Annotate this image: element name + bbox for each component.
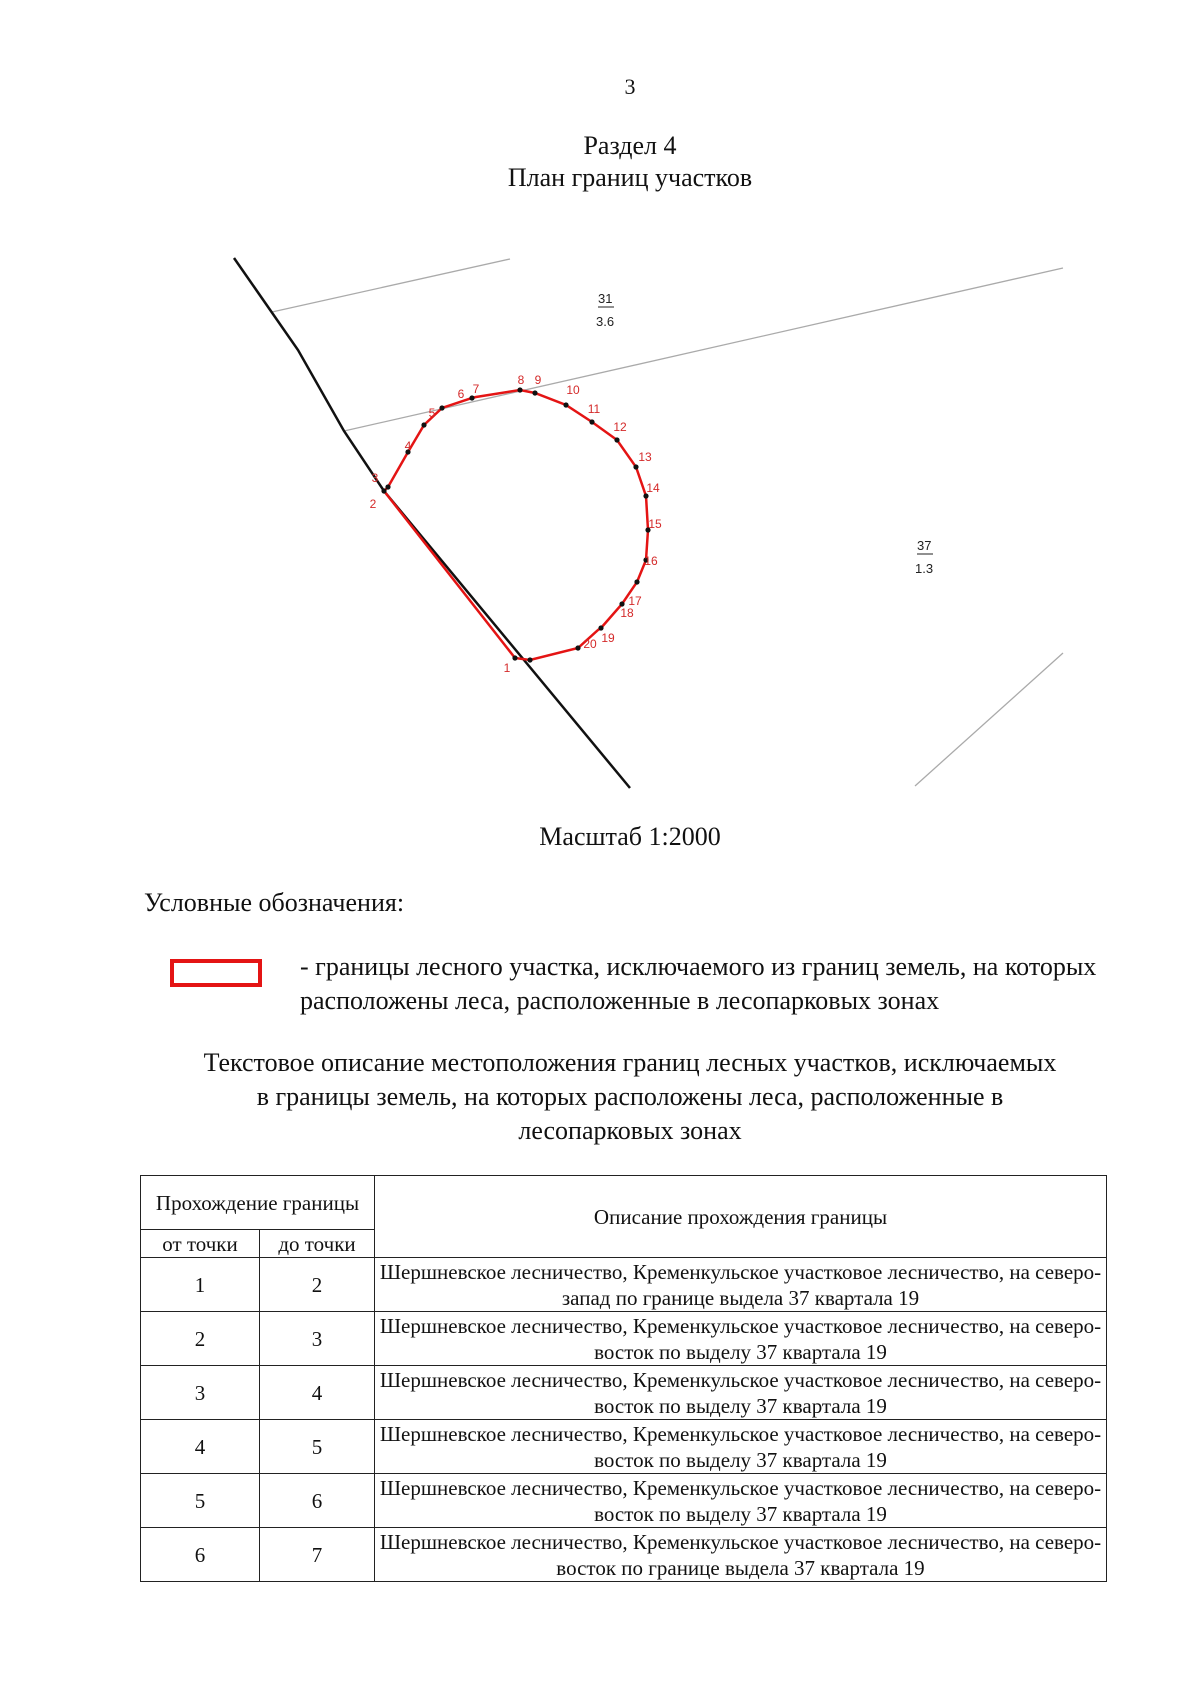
vertex-point [575, 645, 580, 650]
vertex-point [634, 579, 639, 584]
parcel-value-37: 1.3 [915, 561, 934, 576]
header-to: до точки [260, 1230, 375, 1258]
vertex-labels [370, 373, 662, 675]
vertex-point [439, 405, 444, 410]
vertex-label: 14 [646, 481, 660, 495]
table-row [141, 1312, 1107, 1366]
cell-from: 1 [141, 1258, 260, 1312]
vertex-label: 19 [601, 631, 615, 645]
legend-boundary-swatch [170, 959, 262, 987]
cell-description: Шершневское лесничество, Кременкульское участковое лесничество, на северо-восток по выделу 37 квартала 19 [375, 1474, 1107, 1528]
cell-from: 3 [141, 1366, 260, 1420]
cell-from: 4 [141, 1420, 260, 1474]
vertex-point [532, 390, 537, 395]
table-row [141, 1258, 1107, 1312]
cell-to: 4 [260, 1366, 375, 1420]
plot-boundary [384, 390, 648, 660]
vertex-point [512, 655, 517, 660]
vertex-label: 9 [534, 373, 542, 387]
vertex-label: 18 [620, 606, 634, 620]
cell-to: 7 [260, 1528, 375, 1582]
table-row [141, 1420, 1107, 1474]
cell-description: Шершневское лесничество, Кременкульское участковое лесничество, на северо-восток по выделу 37 квартала 19 [375, 1312, 1107, 1366]
cell-description: Шершневское лесничество, Кременкульское участковое лесничество, на северо-восток по выделу 37 квартала 19 [375, 1420, 1107, 1474]
vertex-point [385, 484, 390, 489]
quarter-boundary [234, 258, 630, 788]
scale-text: Масштаб 1:2000 [539, 822, 721, 851]
header-group: Прохождение границы [141, 1176, 375, 1230]
cell-from: 6 [141, 1528, 260, 1582]
parcel-number-31: 31 [598, 291, 613, 306]
vertex-point [614, 437, 619, 442]
vertex-label: 2 [369, 497, 377, 511]
vertex-label: 3 [371, 471, 379, 485]
cell-to: 2 [260, 1258, 375, 1312]
vertex-label: 6 [457, 387, 465, 401]
vertex-point [421, 422, 426, 427]
parcel-line [272, 259, 510, 312]
vertex-label: 16 [644, 554, 658, 568]
vertex-label: 11 [587, 402, 601, 416]
vertex-label: 17 [628, 594, 642, 608]
legend-title: Условные обозначения: [144, 888, 405, 917]
vertex-point [563, 402, 568, 407]
parcel-value-31: 3.6 [596, 314, 615, 329]
cell-to: 5 [260, 1420, 375, 1474]
table-row [141, 1366, 1107, 1420]
cell-description: Шершневское лесничество, Кременкульское участковое лесничество, на северо-запад по границе выдела 37 квартала 19 [375, 1258, 1107, 1312]
vertex-label: 1 [503, 661, 511, 675]
vertex-point [527, 657, 532, 662]
description-title: Текстовое описание местоположения границ лесных участков, исключаемых в границы земель, на которых расположены леса, расположенные в лесопарковых зонах [203, 1048, 1057, 1145]
page-number: 3 [624, 74, 636, 99]
legend-item-text: - границы лесного участка, исключаемого из границ земель, на которых расположены леса, расположенные в лесопарковых зонах [300, 952, 1097, 1015]
cell-description: Шершневское лесничество, Кременкульское участковое лесничество, на северо-восток по границе выдела 37 квартала 19 [375, 1528, 1107, 1582]
vertex-point [589, 419, 594, 424]
vertex-point [381, 488, 386, 493]
vertex-label: 4 [404, 439, 412, 453]
vertex-label: 10 [566, 383, 580, 397]
parcel-line [344, 268, 1063, 431]
parcel-number-37: 37 [917, 538, 932, 553]
vertex-label: 20 [583, 637, 597, 651]
cell-to: 6 [260, 1474, 375, 1528]
cell-from: 2 [141, 1312, 260, 1366]
vertex-point [517, 387, 522, 392]
vertex-label: 15 [648, 517, 662, 531]
table-row [141, 1528, 1107, 1582]
vertex-point [598, 625, 603, 630]
boundary-table [140, 1175, 1107, 1582]
vertex-point [633, 464, 638, 469]
vertex-label: 7 [472, 382, 480, 396]
vertex-label: 8 [517, 373, 525, 387]
vertex-point [469, 395, 474, 400]
section-subtitle: План границ участков [507, 163, 753, 192]
section-title: Раздел 4 [583, 131, 677, 160]
table-row [141, 1474, 1107, 1528]
vertex-label: 13 [638, 450, 652, 464]
cell-from: 5 [141, 1474, 260, 1528]
parcel-line [915, 653, 1063, 786]
vertex-label: 5 [428, 406, 436, 420]
vertex-label: 12 [613, 420, 627, 434]
cell-description: Шершневское лесничество, Кременкульское участковое лесничество, на северо-восток по выделу 37 квартала 19 [375, 1366, 1107, 1420]
header-description: Описание прохождения границы [375, 1176, 1107, 1258]
header-from: от точки [141, 1230, 260, 1258]
cell-to: 3 [260, 1312, 375, 1366]
